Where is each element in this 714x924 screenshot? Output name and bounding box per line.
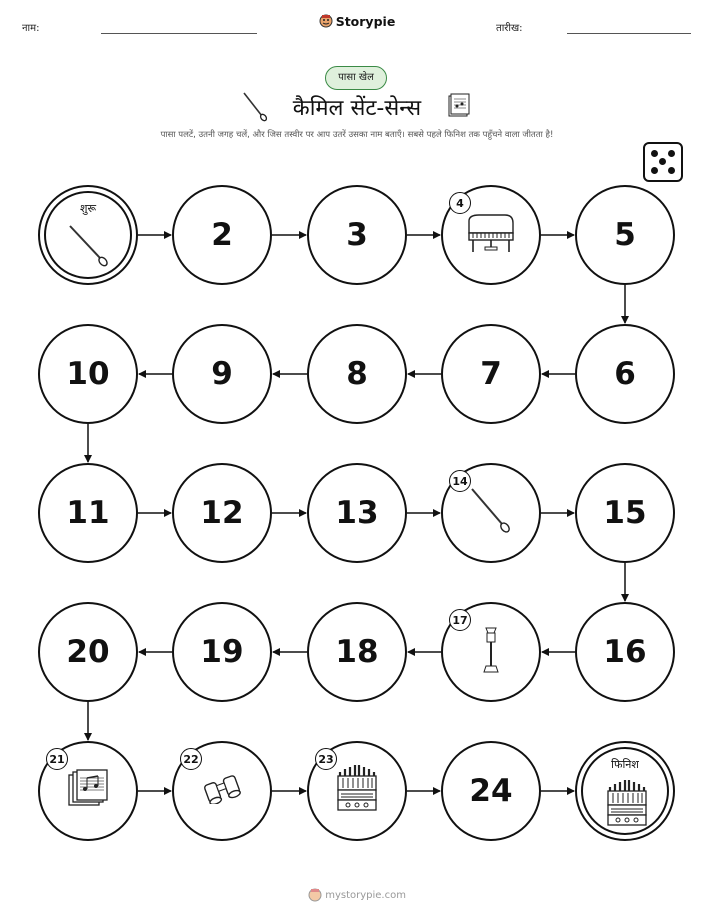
board-space [307, 741, 407, 841]
space-number-badge: 14 [449, 470, 471, 492]
board-space [172, 602, 272, 702]
space-number: 6 [614, 356, 636, 392]
space-number: 13 [335, 495, 379, 531]
board-space [441, 602, 541, 702]
space-number-badge: 21 [46, 748, 68, 770]
start-space [38, 185, 138, 285]
start-label: शुरू [79, 202, 97, 215]
board-space [172, 185, 272, 285]
pipe-organ-icon [334, 764, 380, 818]
space-number: 8 [346, 356, 368, 392]
board-space [575, 324, 675, 424]
space-number-badge: 4 [449, 192, 471, 214]
space-number: 9 [211, 356, 233, 392]
game-type-badge: पासा खेल [325, 66, 387, 90]
board-space [575, 463, 675, 563]
footer-logo-icon [308, 890, 325, 901]
board-space [307, 324, 407, 424]
board-space [307, 185, 407, 285]
space-number: 2 [211, 217, 233, 253]
space-number: 16 [603, 634, 647, 670]
space-number: 5 [614, 217, 636, 253]
street-lamp-icon [479, 624, 503, 680]
space-number: 12 [200, 495, 244, 531]
space-number-badge: 23 [315, 748, 337, 770]
finish-label: फिनिश [611, 758, 639, 771]
board-space [307, 602, 407, 702]
board-space [441, 324, 541, 424]
space-number-badge: 17 [449, 609, 471, 631]
space-number: 3 [346, 217, 368, 253]
sheet-music-icon [66, 769, 110, 813]
pipe-organ-icon [604, 779, 650, 833]
space-number: 10 [66, 356, 110, 392]
footer [0, 888, 714, 902]
board-space [575, 185, 675, 285]
board-space [441, 185, 541, 285]
finish-space [575, 741, 675, 841]
space-number: 24 [469, 773, 513, 809]
board-space [38, 741, 138, 841]
name-label: नाम: [22, 23, 40, 34]
date-label: तारीख: [496, 23, 523, 34]
board-space [172, 324, 272, 424]
baton-icon [468, 486, 514, 540]
board-space [38, 602, 138, 702]
board-space [575, 602, 675, 702]
board-space [307, 463, 407, 563]
space-number: 19 [200, 634, 244, 670]
piano-icon [465, 211, 517, 259]
board-space [441, 463, 541, 563]
space-number-badge: 22 [180, 748, 202, 770]
board-space [441, 741, 541, 841]
space-number: 15 [603, 495, 647, 531]
instructions: पासा पलटें, उतनी जगह चलें, और जिस तस्वीर पर आप उतरें उसका नाम बताएँ। सबसे पहले फिनिश तक पहुँचने वाला जीतता है! [160, 130, 554, 140]
baton-icon [66, 223, 112, 273]
space-number: 18 [335, 634, 379, 670]
space-number: 20 [66, 634, 110, 670]
space-number: 7 [480, 356, 502, 392]
brand-name: Storypie [335, 14, 396, 29]
board-space [38, 324, 138, 424]
page-title: कैमिल सेंट-सेन्स [292, 96, 422, 121]
footer-site: mystorypie.com [325, 890, 406, 901]
board-space [38, 463, 138, 563]
board-space [172, 741, 272, 841]
binoculars-icon [200, 774, 244, 808]
board-space [172, 463, 272, 563]
space-number: 11 [66, 495, 110, 531]
